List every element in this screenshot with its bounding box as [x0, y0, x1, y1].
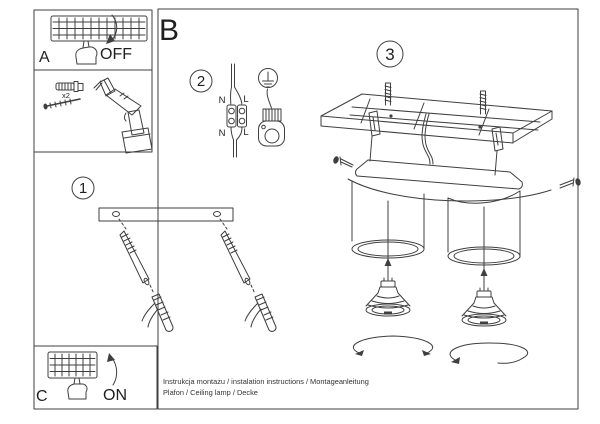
section-a-label: A [39, 49, 50, 66]
section-power-on [36, 352, 127, 405]
wall-anchor-icon [245, 294, 276, 331]
step3-number: 3 [385, 45, 395, 64]
breaker-panel-icon [48, 352, 97, 378]
mounting-screw-icon [120, 231, 150, 286]
guide-line [251, 285, 255, 294]
threaded-stud-icon [480, 91, 486, 114]
section-b-label: B [159, 14, 180, 47]
gu10-bulb-icon [462, 288, 506, 326]
mounting-screw-icon [221, 231, 251, 286]
earth-clamp-icon [259, 109, 285, 146]
terminal-block-icon [227, 105, 247, 127]
hand-icon [76, 41, 97, 64]
gu10-bulb-icon [366, 278, 410, 316]
section-step3 [321, 41, 581, 364]
supply-wire-icon [230, 64, 241, 104]
main-frame [158, 9, 578, 409]
on-label: ON [103, 387, 127, 404]
footer-line1: Instrukcja montażu / instalation instructions / Montageanleitung [163, 377, 369, 386]
terminal-l-bottom: L [243, 127, 249, 138]
section-tools [43, 78, 152, 153]
ceiling-plate-icon [321, 94, 552, 143]
hand-icon [68, 378, 87, 399]
breaker-panel-icon [51, 16, 147, 41]
lamp-wire-icon [231, 127, 242, 157]
rotate-arrow-icon [450, 343, 528, 364]
step2-number: 2 [196, 73, 206, 90]
arrow-up-icon [107, 353, 117, 385]
canopy-icon [348, 160, 551, 201]
screw-icon [43, 99, 80, 110]
footer [163, 377, 369, 397]
anchor-quantity-label: x2 [62, 91, 70, 100]
footer-line2: Plafon / Ceiling lamp / Decke [163, 388, 258, 397]
earth-wire [267, 89, 271, 108]
section-power-off [39, 15, 147, 66]
drill-icon [94, 78, 152, 153]
section-c-label: C [36, 388, 48, 405]
section-step2 [190, 64, 285, 157]
terminal-l-top: L [243, 94, 249, 105]
earth-symbol-icon [259, 69, 278, 88]
panel-frames [34, 9, 578, 409]
rotate-arrow-icon [353, 336, 432, 356]
terminal-n-bottom: N [218, 128, 226, 139]
section-step1 [72, 177, 276, 331]
step1-number: 1 [78, 180, 88, 197]
terminal-n-top: N [218, 95, 226, 106]
off-label: OFF [100, 46, 132, 63]
guide-line [150, 285, 154, 294]
bulb-insert-arrow [481, 207, 488, 290]
wall-plug-icon [56, 82, 83, 92]
threaded-stud-icon [385, 83, 391, 105]
side-screw-icon [332, 156, 353, 167]
